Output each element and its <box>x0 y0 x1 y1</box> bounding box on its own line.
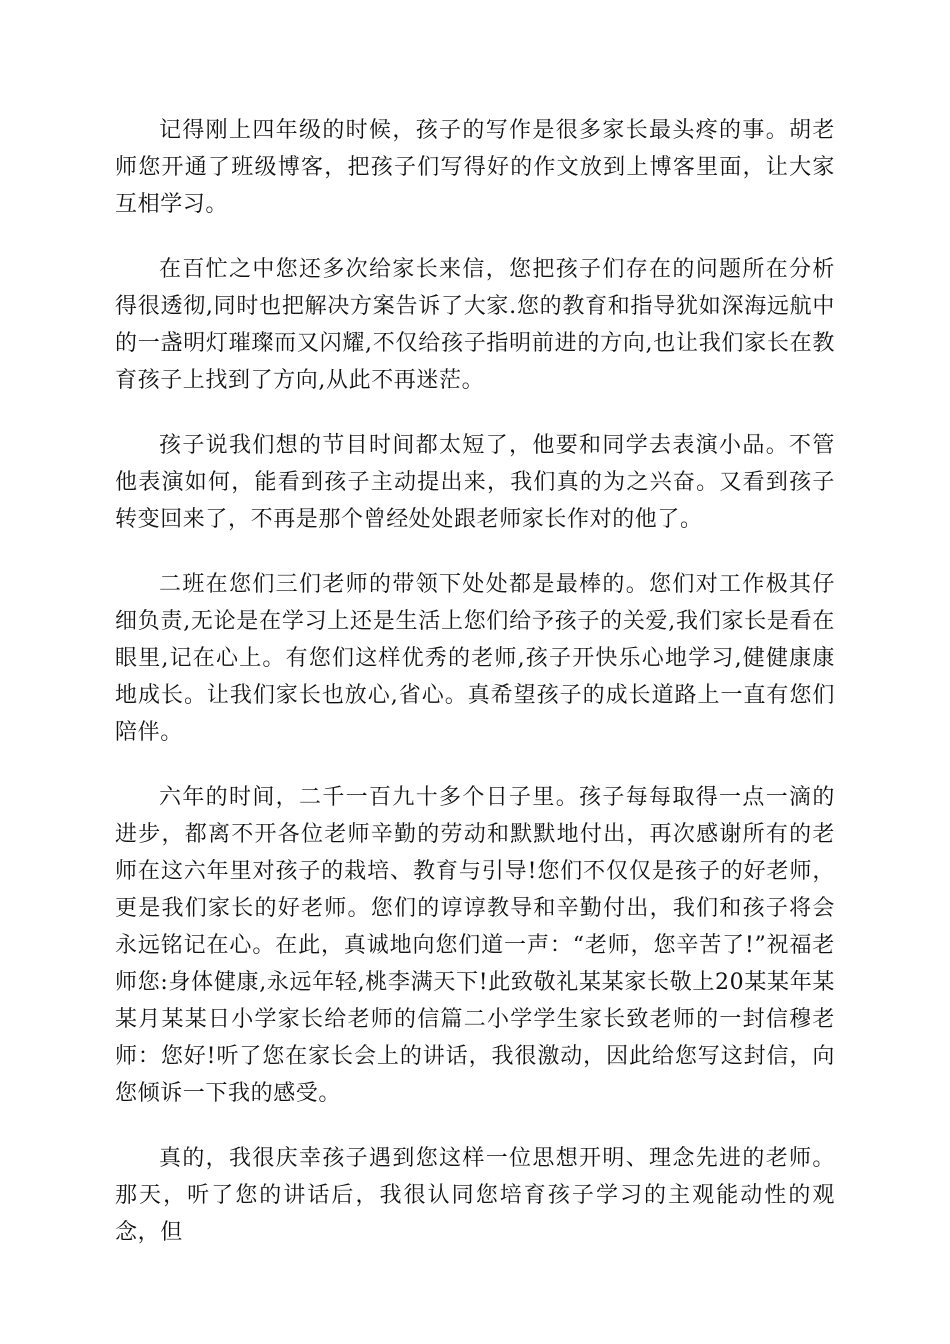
paragraph: 在百忙之中您还多次给家长来信，您把孩子们存在的问题所在分析得很透彻,同时也把解决方案告诉了大家.您的教育和指导犹如深海远航中的一盏明灯璀璨而又闪耀,不仅给孩子指明前进的方向,也让我们家长在教育孩子上找到了方向,从此不再迷茫。 <box>115 257 835 393</box>
paragraph: 孩子说我们想的节目时间都太短了，他要和同学去表演小品。不管他表演如何，能看到孩子主动提出来，我们真的为之兴奋。又看到孩子转变回来了，不再是那个曾经处处跟老师家长作对的他了。 <box>115 433 835 532</box>
paragraph: 六年的时间，二千一百九十多个日子里。孩子每每取得一点一滴的进步，都离不开各位老师辛勤的劳动和默默地付出，再次感谢所有的老师在这六年里对孩子的栽培、教育与引导!您们不仅仅是孩子的好老师，更是我们家长的好老师。您们的谆谆教导和辛勤付出，我们和孩子将会永远铭记在心。在此，真诚地向您们道一声：“老师，您辛苦了!”祝福老师您:身体健康,永远年轻,桃李满天下!此致敬礼某某家长敬上20某某年某某月某某日小学家长给老师的信篇二小学学生家长致老师的一封信穆老师：您好!听了您在家长会上的讲话，我很激动，因此给您写这封信，向您倾诉一下我的感受。 <box>115 785 835 1106</box>
document-body <box>115 112 835 1279</box>
paragraph: 真的，我很庆幸孩子遇到您这样一位思想开明、理念先进的老师。那天，听了您的讲话后，我很认同您培育孩子学习的主观能动性的观念，但 <box>115 1146 835 1245</box>
paragraph: 记得刚上四年级的时候，孩子的写作是很多家长最头疼的事。胡老师您开通了班级博客，把孩子们写得好的作文放到上博客里面，让大家互相学习。 <box>115 118 835 217</box>
paragraph: 二班在您们三们老师的带领下处处都是最棒的。您们对工作极其仔细负责,无论是在学习上还是生活上您们给予孩子的关爱,我们家长是看在眼里,记在心上。有您们这样优秀的老师,孩子开快乐心地学习,健健康康地成长。让我们家长也放心,省心。真希望孩子的成长道路上一直有您们陪伴。 <box>115 572 835 745</box>
